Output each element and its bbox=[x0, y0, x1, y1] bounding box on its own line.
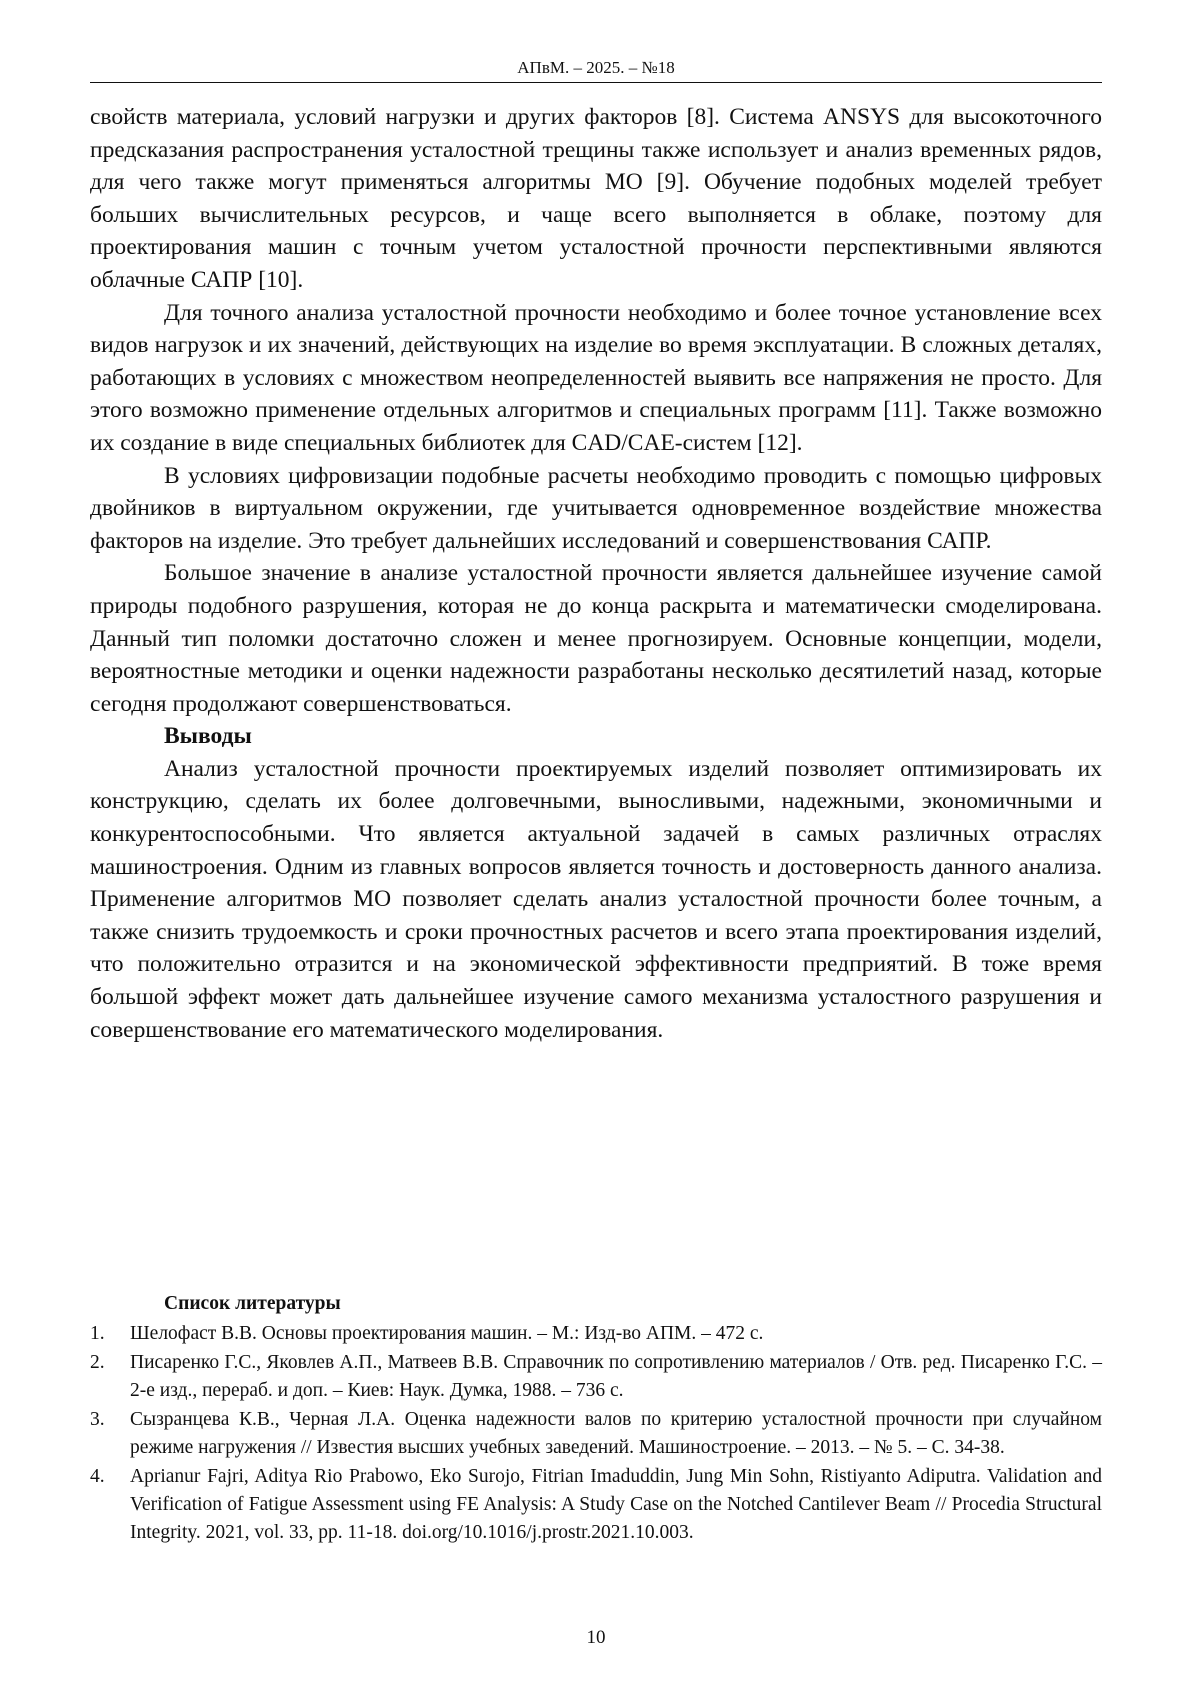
body-paragraph-3: В условиях цифровизации подобные расчеты необходимо проводить с помощью цифровых двойников в виртуальном окружении, где учитывается одновременное воздействие множества факторов на изделие. Это требует дальнейших исследований и совершенствования САПР. bbox=[90, 462, 1102, 554]
references-list bbox=[90, 1320, 1102, 1547]
conclusions-paragraph: Анализ усталостной прочности проектируемых изделий позволяет оптимизировать их конструкцию, сделать их более долговечными, выносливыми, надежными, экономичными и конкурентоспособными. Что является актуальной задачей в самых различных отраслях машиностроения. Одним из главных вопросов является точность и достоверность данного анализа. Применение алгоритмов МО позволяет сделать анализ усталостной прочности более точным, а также снизить трудоемкость и сроки прочностных расчетов и всего этапа проектирования изделий, что положительно отразится и на экономической эффективности предприятий. В тоже время большой эффект может дать дальнейшее изучение самого механизма усталостного разрушения и совершенствование его математического моделирования. bbox=[90, 755, 1102, 1043]
references-section bbox=[90, 1290, 1102, 1548]
reference-item bbox=[90, 1320, 1102, 1348]
references-heading: Список литературы bbox=[164, 1293, 341, 1314]
reference-text: Писаренко Г.С., Яковлев А.П., Матвеев В.В. Справочник по сопротивлению материалов / Отв. ред. Писаренко Г.С. – 2-е изд., перераб. и доп. – Киев: Наук. Думка, 1988. – 736 с. bbox=[130, 1352, 1102, 1401]
reference-number: 3. bbox=[90, 1409, 105, 1430]
reference-number: 2. bbox=[90, 1352, 105, 1373]
reference-number: 4. bbox=[90, 1466, 105, 1487]
reference-text: Шелофаст В.В. Основы проектирования машин. – М.: Изд-во АПМ. – 472 с. bbox=[130, 1323, 764, 1344]
reference-item bbox=[90, 1463, 1102, 1547]
body-paragraph-4: Большое значение в анализе усталостной прочности является дальнейшее изучение самой природы подобного разрушения, которая не до конца раскрыта и математически смоделирована. Данный тип поломки достаточно сложен и менее прогнозируем. Основные концепции, модели, вероятностные методики и оценки надежности разработаны несколько десятилетий назад, которые сегодня продолжают совершенствоваться. bbox=[90, 560, 1102, 717]
article-body bbox=[90, 101, 1102, 1046]
header-divider bbox=[90, 82, 1102, 83]
running-header: АПвМ. – 2025. – №18 bbox=[517, 58, 675, 77]
body-paragraph-2: Для точного анализа усталостной прочности необходимо и более точное установление всех видов нагрузок и их значений, действующих на изделие во время эксплуатации. В сложных деталях, работающих в условиях с множеством неопределенностей выявить все напряжения не просто. Для этого возможно применение отдельных алгоритмов и специальных программ [11]. Также возможно их создание в виде специальных библиотек для CAD/CAE-систем [12]. bbox=[90, 299, 1102, 456]
reference-text: Aprianur Fajri, Aditya Rio Prabowo, Eko Surojo, Fitrian Imaduddin, Jung Min Sohn, Ristiyanto Adiputra. Validation and Verification of Fatigue Assessment using FE Analysis: A Study Case on the Notched Cantilever Beam // Procedia Structural Integrity. 2021, vol. 33, pp. 11-18. doi.org/10.1016/j.prostr.2021.10.003. bbox=[130, 1466, 1102, 1543]
reference-number: 1. bbox=[90, 1323, 105, 1344]
reference-item bbox=[90, 1349, 1102, 1405]
conclusions-heading: Выводы bbox=[164, 723, 252, 750]
body-paragraph-1: свойств материала, условий нагрузки и других факторов [8]. Система ANSYS для высокоточного предсказания распространения усталостной трещины также использует и анализ временных рядов, для чего также могут применяться алгоритмы МО [9]. Обучение подобных моделей требует больших вычислительных ресурсов, и чаще всего выполняется в облаке, поэтому для проектирования машин с точным учетом усталостной прочности перспективными являются облачные САПР [10]. bbox=[90, 104, 1102, 293]
reference-item bbox=[90, 1406, 1102, 1462]
page-number: 10 bbox=[586, 1627, 606, 1648]
reference-text: Сызранцева К.В., Черная Л.А. Оценка надежности валов по критерию усталостной прочности при случайном режиме нагружения // Известия высших учебных заведений. Машиностроение. – 2013. – № 5. – С. 34-38. bbox=[130, 1409, 1102, 1458]
